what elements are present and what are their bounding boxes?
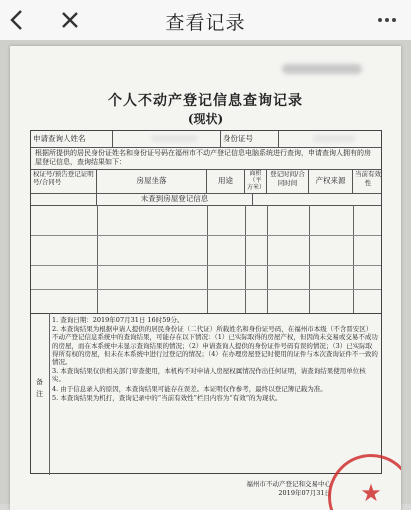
applicant-name-value bbox=[113, 131, 221, 147]
signature-date: 2019年07月31日 bbox=[278, 489, 331, 497]
document-viewer[interactable] bbox=[0, 40, 411, 507]
signature-block bbox=[247, 480, 332, 498]
redacted-id bbox=[313, 135, 355, 142]
header-area: 面积（平方米） bbox=[247, 170, 266, 191]
redacted-name bbox=[151, 135, 197, 142]
note-item: 4. 由于信息录入的原因，本查询结果可能存在误差。本证明仅作参考，最终以登记簿记载为准。 bbox=[52, 384, 327, 393]
header-use: 用途 bbox=[207, 169, 245, 193]
note-item: 5. 本查询结果为机打，查询记录中的“当前有效性”栏目内容为“有效”的为现状。 bbox=[52, 393, 282, 402]
note-item: 1. 查询日期：2019年07月31日 16时59分。 bbox=[52, 316, 184, 324]
header-validity: 当前有效性 bbox=[355, 170, 381, 187]
intro-row bbox=[31, 147, 381, 170]
notes-label: 备注 bbox=[36, 378, 43, 398]
note-item: 3. 本查询结果仅供相关部门审查使用，本机构不对申请人房屋权属情况作出任何证明，请查询结果使用单位核实。 bbox=[52, 367, 366, 384]
header-reg-time: 登记时间/合同时间 bbox=[267, 169, 309, 193]
more-dots-icon[interactable] bbox=[375, 8, 399, 32]
app-header bbox=[0, 0, 411, 41]
record-table bbox=[30, 130, 382, 474]
redacted-text bbox=[282, 64, 362, 74]
id-label: 身份证号 bbox=[221, 131, 279, 147]
note-item: 2. 本查询结果为根据申请人提供的居民身份证（二代证）所载姓名和身份证号码，在福州市本级（不含晋安区）不动产登记信息系统中的查询结果，可能存在以下情况：（1）已实际取得的房屋产权，但因尚未交易或交易不成功的房屋，而在本系统中未显示查询结果的情况；（2）申请查询人提供的身份证件号码有误的情况；（3）已实际取得所有权的房屋，但未在本系统中进行过登记的情况；（4）在办理房屋登记时使用的证件与本次查询证件不一致的情况。 bbox=[52, 325, 378, 367]
document-subtitle: (现状) bbox=[187, 112, 224, 126]
document-title: 个人不动产登记信息查询记录 bbox=[108, 93, 303, 109]
document-page bbox=[10, 46, 401, 510]
result-text: 未查到房屋登记信息 bbox=[97, 193, 253, 205]
applicant-row bbox=[31, 131, 381, 148]
header-location: 房屋坐落 bbox=[97, 169, 207, 193]
applicant-label: 申请查询人姓名 bbox=[31, 131, 113, 147]
intro-text: 根据所提供的居民身份证姓名和身份证号码在福州市不动产登记信息电脑系统进行查询，申请查询人拥有的房屋登记信息，查询结果如下： bbox=[35, 149, 371, 166]
result-row bbox=[31, 193, 381, 206]
table-header-row bbox=[31, 169, 381, 194]
notes-list bbox=[52, 316, 378, 403]
header-cert-no: 权证号/预告登记证明号/合同号 bbox=[31, 169, 97, 193]
id-value bbox=[279, 131, 383, 147]
page-title: 查看记录 bbox=[165, 12, 246, 34]
signature-org: 福州市不动产登记和交易中心 bbox=[246, 480, 331, 488]
seal-star-icon: ★ bbox=[360, 479, 382, 507]
header-source: 产权来源 bbox=[309, 169, 353, 193]
